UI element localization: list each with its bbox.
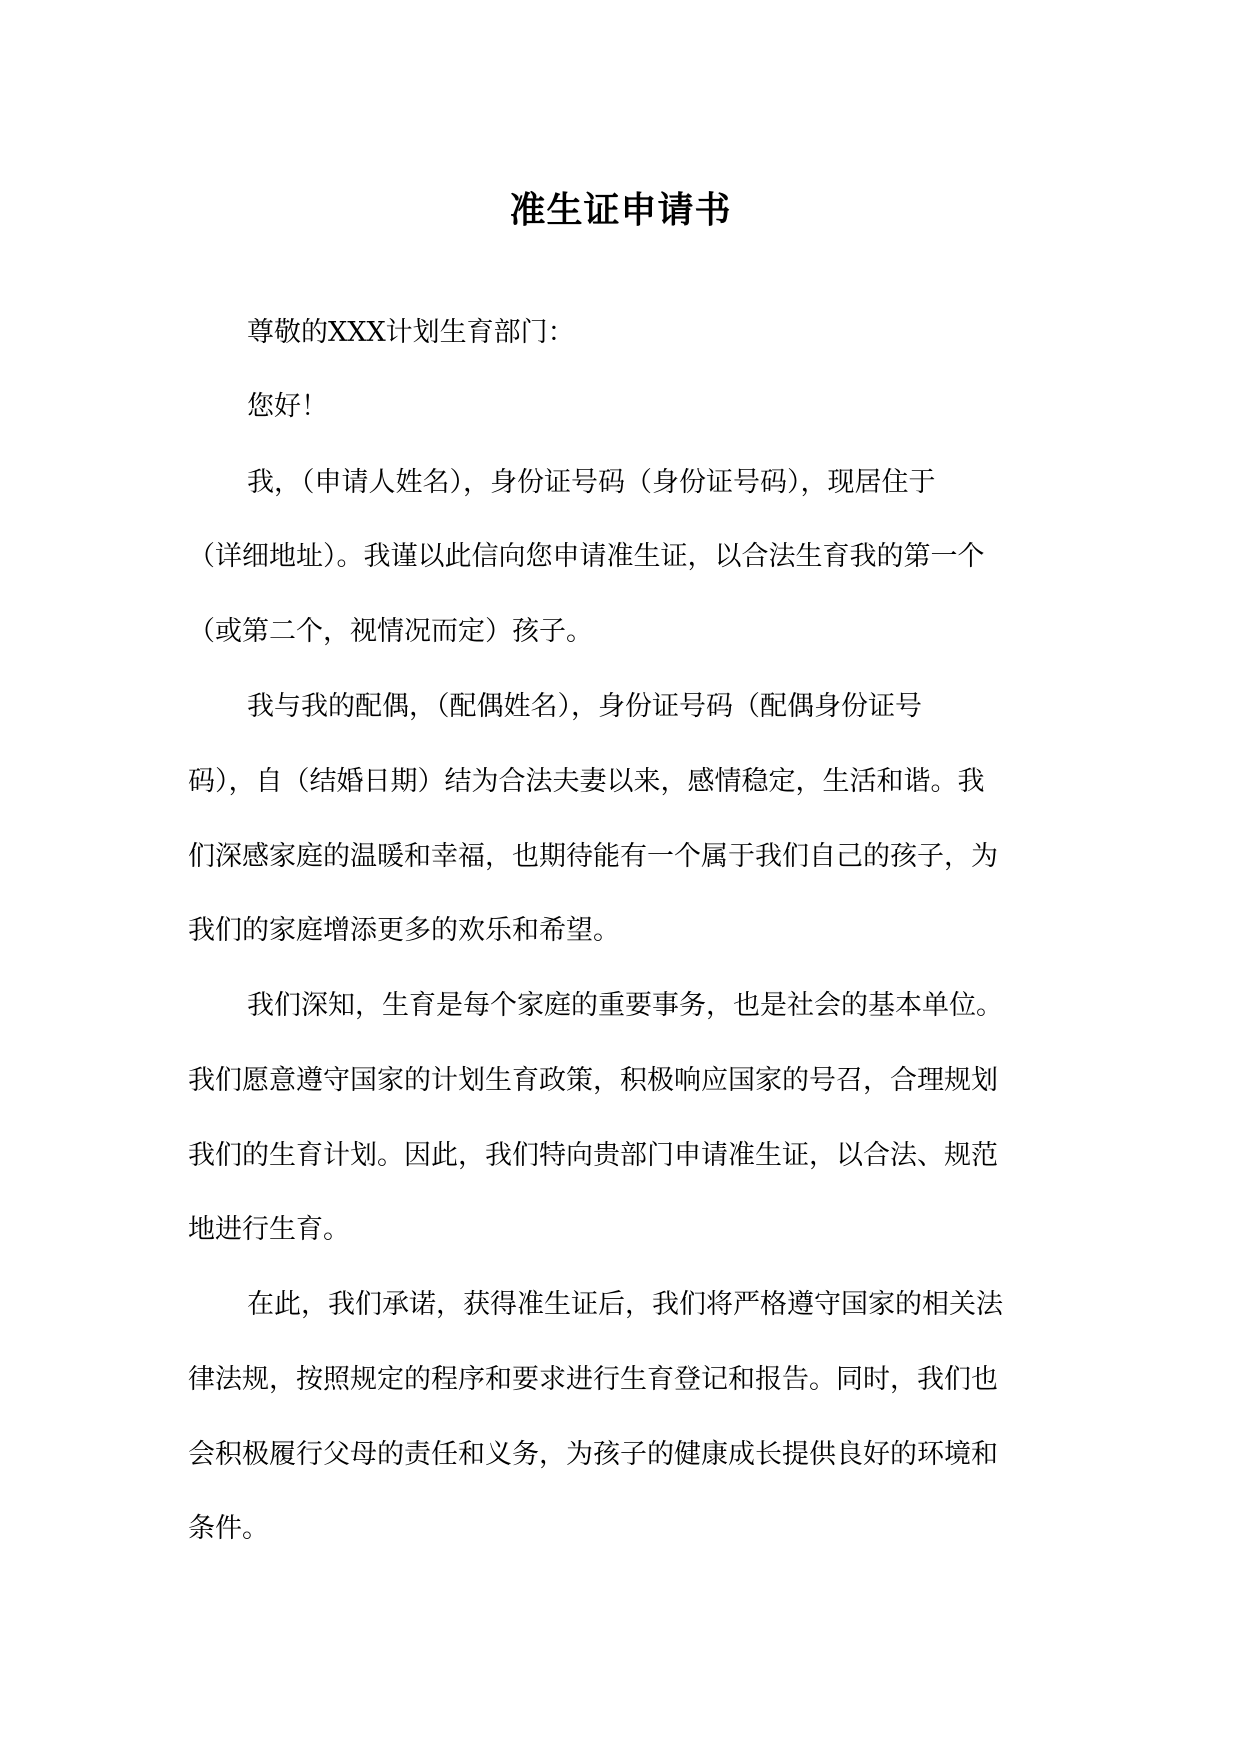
- body-line: 我们深知，生育是每个家庭的重要事务，也是社会的基本单位。: [247, 990, 1003, 1021]
- body-line: （详细地址）。我谨以此信向您申请准生证，以合法生育我的第一个: [188, 541, 985, 572]
- body-line: 我们的生育计划。因此，我们特向贵部门申请准生证，以合法、规范: [188, 1140, 998, 1171]
- body-line: 地进行生育。: [188, 1214, 350, 1245]
- greeting-line: 您好！: [247, 391, 328, 422]
- body-line: 码），自（结婚日期）结为合法夫妻以来，感情稳定，生活和谐。我: [188, 766, 985, 797]
- body-line: 们深感家庭的温暖和幸福，也期待能有一个属于我们自己的孩子，为: [188, 841, 998, 872]
- body-line: 我们愿意遵守国家的计划生育政策，积极响应国家的号召，合理规划: [188, 1065, 998, 1096]
- salutation-line: 尊敬的XXX计划生育部门：: [247, 317, 575, 348]
- body-line: 律法规，按照规定的程序和要求进行生育登记和报告。同时，我们也: [188, 1364, 998, 1395]
- body-line: 我们的家庭增添更多的欢乐和希望。: [188, 915, 620, 946]
- body-line: （或第二个，视情况而定）孩子。: [188, 616, 593, 647]
- body-line: 我，（申请人姓名），身份证号码（身份证号码），现居住于: [247, 467, 936, 498]
- body-line: 在此，我们承诺，获得准生证后，我们将严格遵守国家的相关法: [247, 1289, 1003, 1320]
- document-title: 准生证申请书: [509, 190, 732, 231]
- body-line: 我与我的配偶，（配偶姓名），身份证号码（配偶身份证号: [247, 691, 922, 722]
- body-line: 条件。: [188, 1513, 269, 1544]
- body-line: 会积极履行父母的责任和义务，为孩子的健康成长提供良好的环境和: [188, 1439, 998, 1470]
